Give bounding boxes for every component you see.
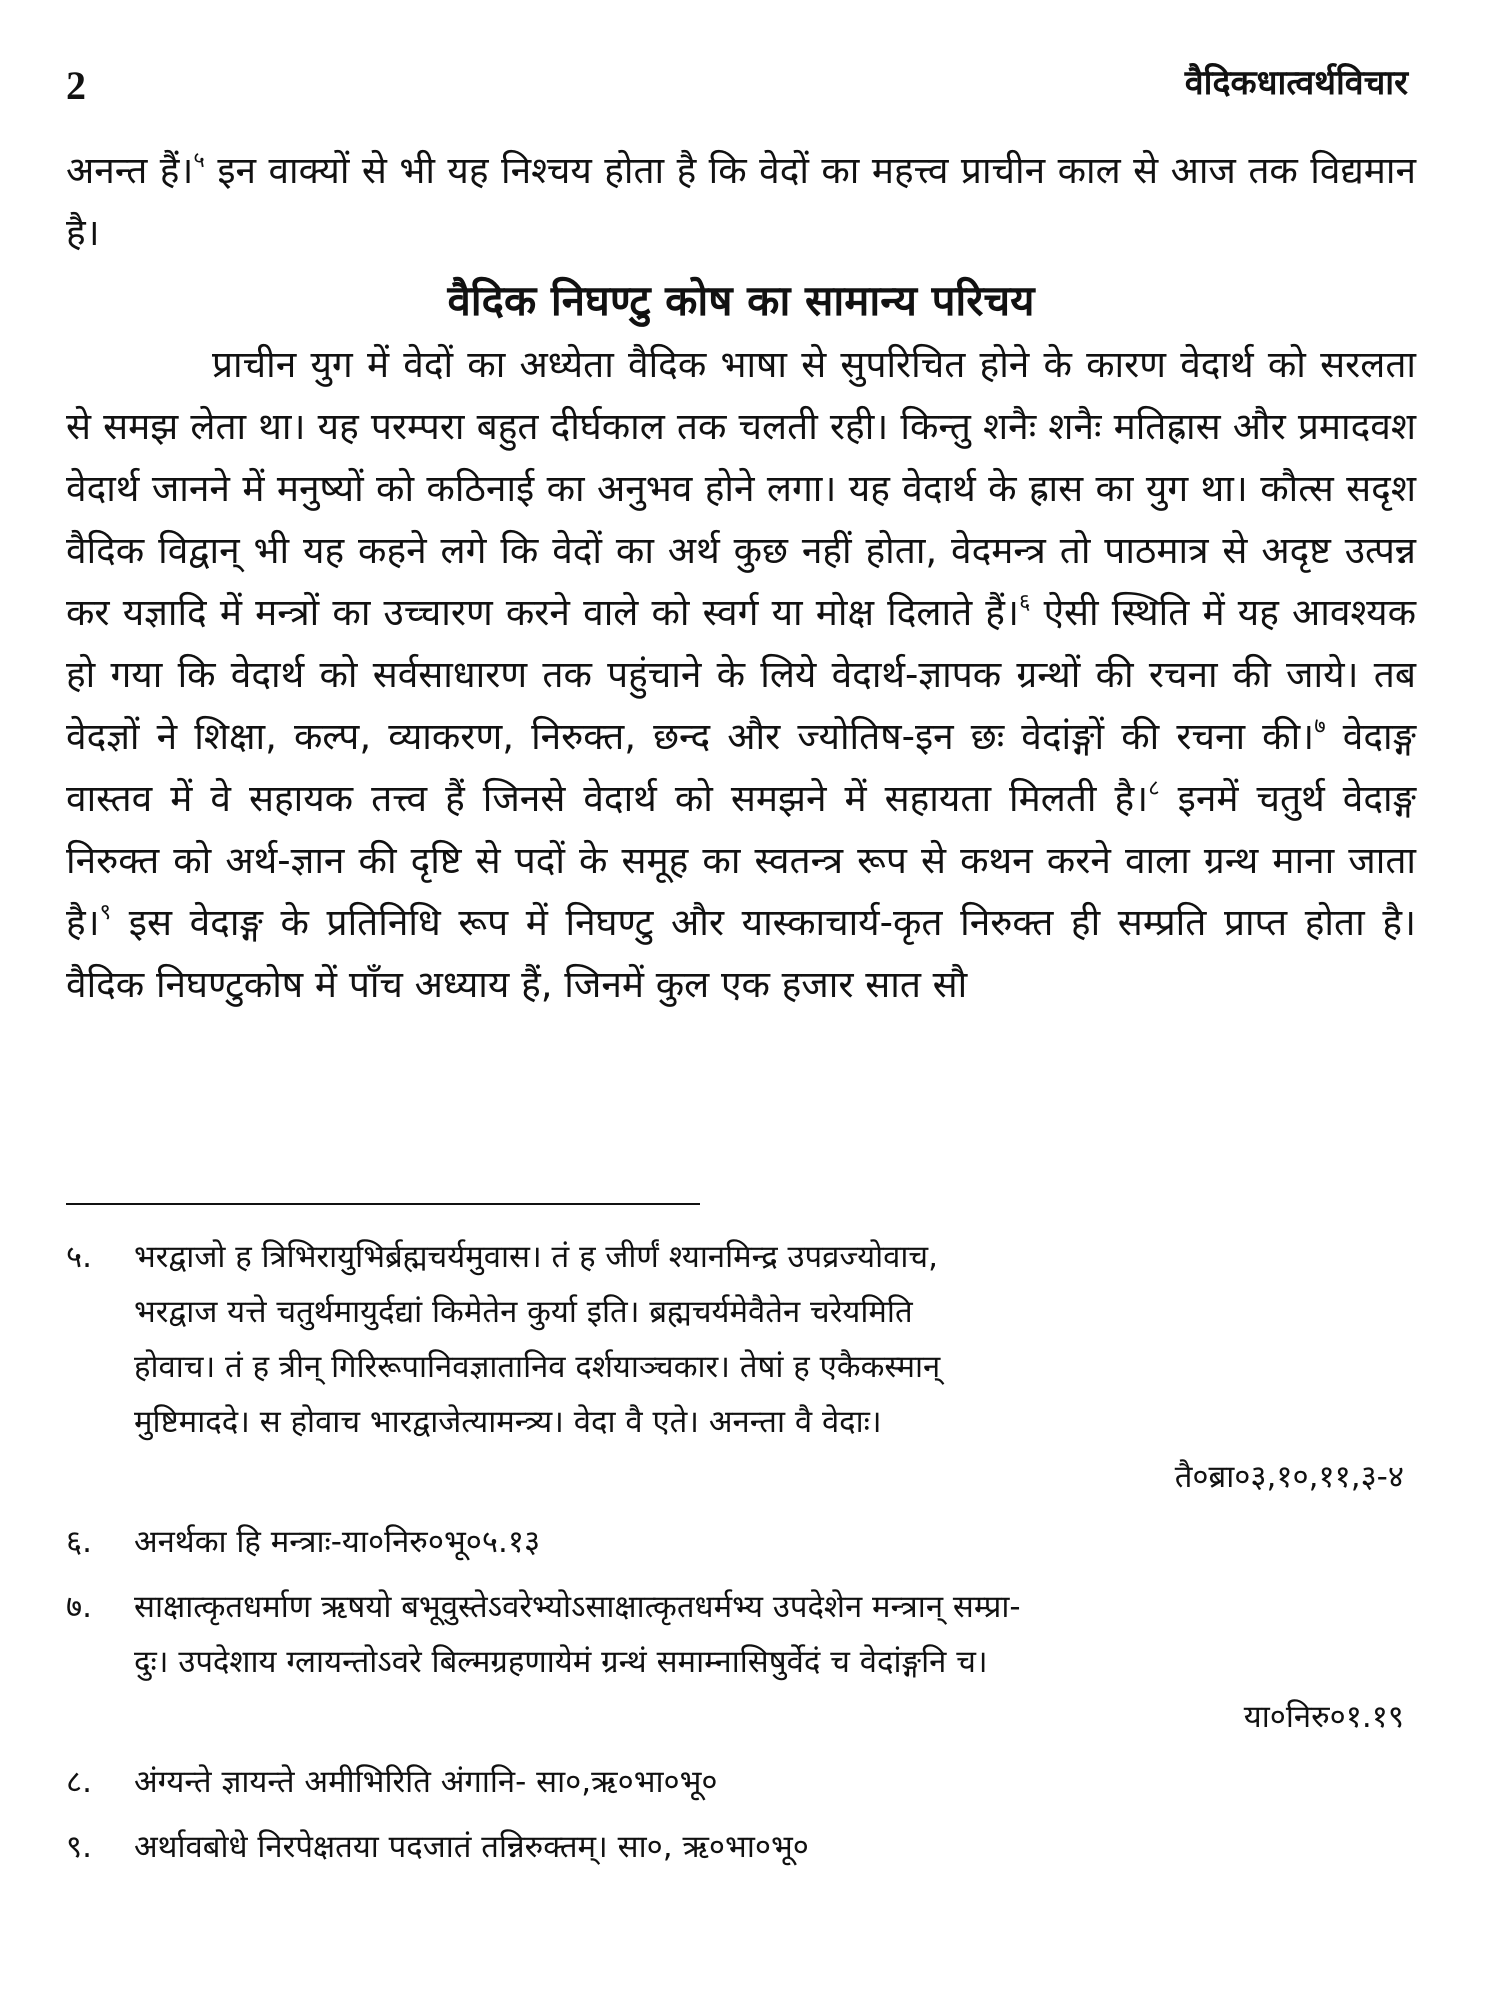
footnote-6 [66, 1515, 1416, 1570]
footnote-7 [66, 1580, 1416, 1745]
paragraph-part-4: इनमें चतुर्थ वेदाङ्ग निरुक्त को अर्थ-ज्ञान की दृष्टि से पदों के समूह का स्वतन्त्र रूप से कथन करने वाला ग्रन्थ माना जाता है। [66, 777, 1416, 944]
body-paragraph [66, 334, 1416, 1016]
main-text [66, 140, 1416, 1016]
paragraph-part-2: ऐसी स्थिति में यह आवश्यक हो गया कि वेदार्थ को सर्वसाधारण तक पहुंचाने के लिये वेदार्थ-ज्ञापक ग्रन्थों की रचना की जाये। तब वेदज्ञों ने शिक्षा, कल्प, व्याकरण, निरुक्त, छन्द और ज्योतिष-इन छः वेदांङ्गों की रचना की। [66, 591, 1416, 758]
intro-text: अनन्त हैं। [66, 149, 194, 192]
footnote-5 [66, 1230, 1416, 1505]
section-heading: वैदिक निघण्टु कोष का सामान्य परिचय [447, 276, 1035, 325]
running-title: वैदिकधात्वर्थविचार [1184, 63, 1408, 103]
footnote-number: ७. [66, 1589, 92, 1625]
footnote-8 [66, 1755, 1416, 1810]
footnote-line: अंग्यन्ते ज्ञायन्ते अमीभिरिति अंगानि- सा०,ऋ०भा०भू० [134, 1764, 718, 1800]
footnote-number: ९. [66, 1829, 92, 1865]
intro-paragraph [66, 140, 1416, 264]
page-number: 2 [66, 63, 86, 108]
footnote-source: तै०ब्रा०३,१०,११,३-४ [1174, 1459, 1404, 1495]
footnote-line: भरद्वाज यत्ते चतुर्थमायुर्दद्यां किमेतेन कुर्या इति। ब्रह्मचर्यमेवैतेन चरेयमिति [134, 1294, 913, 1330]
footnote-line: भरद्वाजो ह त्रिभिरायुभिर्ब्रह्मचर्यमुवास। तं ह जीर्णं श्यानमिन्द्र उपव्रज्योवाच, [134, 1239, 938, 1275]
footnote-line: साक्षात्कृतधर्माण ऋषयो बभूवुस्तेऽवरेभ्योऽसाक्षात्कृतधर्मभ्य उपदेशेन मन्त्रान् सम्प्रा- [134, 1589, 1021, 1625]
footnote-divider [66, 1203, 700, 1205]
footnote-ref-5: ५ [193, 148, 205, 173]
paragraph-part-3: वेदाङ्ग वास्तव में वे सहायक तत्त्व हैं जिनसे वेदार्थ को समझने में सहायता मिलती है। [66, 715, 1417, 820]
footnote-ref-7: ७ [1314, 714, 1326, 739]
paragraph-part-1: प्राचीन युग में वेदों का अध्येता वैदिक भाषा से सुपरिचित होने के कारण वेदार्थ को सरलता से समझ लेता था। यह परम्परा बहुत दीर्घकाल तक चलती रही। किन्तु शनैः शनैः मतिह्रास और प्रमादवश वेदार्थ जानने में मनुष्यों को कठिनाई का अनुभव होने लगा। यह वेदार्थ के ह्रास का युग था। कौत्स सदृश वैदिक विद्वान् भी यह कहने लगे कि वेदों का अर्थ कुछ नहीं होता, वेदमन्त्र तो पाठमात्र से अदृष्ट उत्पन्न कर यज्ञादि में मन्त्रों का उच्चारण करने वाले को स्वर्ग या मोक्ष दिलाते हैं। [66, 343, 1416, 634]
footnote-line: दुः। उपदेशाय ग्लायन्तोऽवरे बिल्मग्रहणायेमं ग्रन्थं समाम्नासिषुर्वेदं च वेदांङ्गनि च। [134, 1644, 988, 1680]
footnote-line: होवाच। तं ह त्रीन् गिरिरूपानिवज्ञातानिव दर्शयाञ्चकार। तेषां ह एकैकस्मान् [134, 1349, 941, 1385]
footnote-ref-6: ६ [1018, 590, 1031, 615]
intro-rest: इन वाक्यों से भी यह निश्चय होता है कि वेदों का महत्त्व प्राचीन काल से आज तक विद्यमान है। [66, 149, 1416, 254]
footnote-ref-8: ८ [1148, 776, 1160, 801]
footnotes [66, 1230, 1416, 1885]
footnote-number: ६. [66, 1524, 92, 1560]
footnote-line: अर्थावबोधे निरपेक्षतया पदजातं तन्निरुक्तम्। सा०, ऋ०भा०भू० [134, 1829, 809, 1865]
footnote-source: या०निरु०१.१९ [1243, 1699, 1404, 1735]
footnote-number: ८. [66, 1764, 92, 1800]
paragraph-part-5: इस वेदाङ्ग के प्रतिनिधि रूप में निघण्टु और यास्काचार्य-कृत निरुक्त ही सम्प्रति प्राप्त होता है। वैदिक निघण्टुकोष में पाँच अध्याय हैं, जिनमें कुल एक हजार सात सौ [66, 901, 1416, 1006]
footnote-line: मुष्टिमाददे। स होवाच भारद्वाजेत्यामन्त्र्य। वेदा वै एते। अनन्ता वै वेदाः। [134, 1404, 882, 1440]
footnote-ref-9: ९ [99, 900, 112, 925]
footnote-line: अनर्थका हि मन्त्राः-या०निरु०भू०५.१३ [134, 1524, 541, 1560]
footnote-number: ५. [66, 1239, 92, 1275]
footnote-9 [66, 1820, 1416, 1875]
